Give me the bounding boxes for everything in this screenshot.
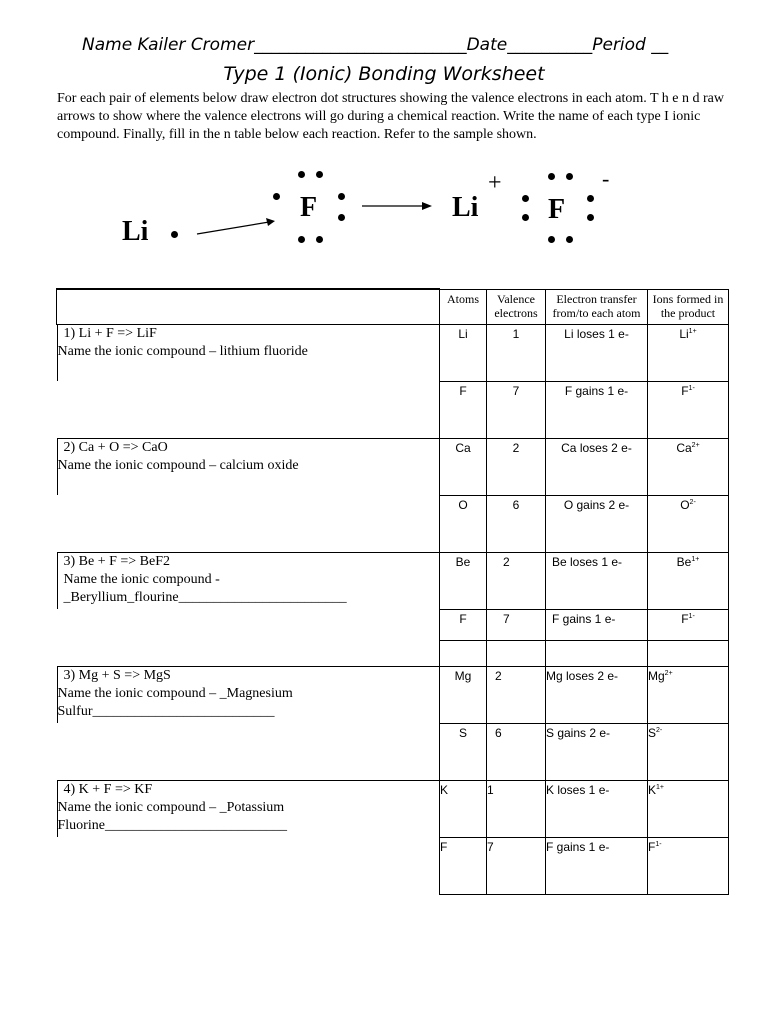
table-row [57, 780, 729, 837]
ion-cell [648, 837, 729, 894]
period-label: Period [592, 35, 646, 55]
valence-cell: 6 [487, 495, 546, 552]
reaction-text: 4) K + F => KF [63, 781, 153, 797]
valence-cell: 1 [487, 324, 546, 381]
ion-charge: 2+ [691, 441, 700, 449]
ion-cell [648, 723, 729, 780]
compound-name: Name the ionic compound – calcium oxide [57, 457, 299, 473]
table-row [57, 552, 729, 609]
compound-name-answer: _Beryllium_flourine________________________ [63, 589, 347, 605]
li-valence-dot [171, 231, 178, 238]
header-valence: Valence electrons [487, 289, 546, 324]
reaction-cell [57, 324, 440, 438]
fluoride-dot [548, 173, 555, 180]
transfer-cell: F gains 1 e- [546, 837, 648, 894]
arrow-li-to-f [195, 212, 280, 238]
date-blank: __________ [507, 35, 593, 55]
atom-cell: Ca [440, 438, 487, 495]
ion-charge: 1- [688, 384, 695, 392]
ion-symbol: F [648, 839, 656, 854]
ion-symbol: K [648, 782, 657, 797]
fluoride-dot [522, 195, 529, 202]
ion-charge: 1+ [691, 555, 700, 563]
f-dot [316, 171, 323, 178]
compound-name: Name the ionic compound – _Magnesium [57, 685, 293, 701]
li-ion-symbol: Li [452, 192, 479, 223]
name-blank: _________________________ [254, 35, 467, 55]
table-row [57, 666, 729, 723]
f-symbol: F [300, 192, 318, 223]
date-label: Date [466, 35, 508, 55]
reaction-cell [57, 552, 440, 666]
reaction-cell [57, 666, 440, 780]
compound-name-answer: Sulfur__________________________ [57, 703, 275, 719]
ion-cell [648, 381, 729, 438]
reaction-text: 3) Mg + S => MgS [63, 667, 171, 683]
header-ions: Ions formed in the product [648, 289, 729, 324]
header-atoms: Atoms [440, 289, 487, 324]
minus-charge: - [602, 166, 610, 191]
ion-charge: 1- [688, 612, 695, 620]
transfer-cell: O gains 2 e- [546, 495, 648, 552]
transfer-cell: F gains 1 e- [546, 609, 648, 666]
ion-charge: 1- [655, 840, 662, 848]
valence-cell: 2 [487, 438, 546, 495]
atom-cell: F [440, 837, 487, 894]
ion-charge: 2- [656, 726, 663, 734]
ion-symbol: Be [676, 554, 692, 569]
valence-cell: 7 [487, 837, 546, 894]
bonding-table [56, 288, 729, 895]
fluoride-dot [587, 195, 594, 202]
f-dot [316, 236, 323, 243]
blank-header-cell [57, 289, 440, 324]
header-transfer: Electron transfer from/to each atom [546, 289, 648, 324]
ion-symbol: Ca [676, 440, 692, 455]
atom-cell: O [440, 495, 487, 552]
fluoride-dot [566, 236, 573, 243]
f-dot [298, 236, 305, 243]
table-header-row [57, 289, 729, 324]
table-row [57, 438, 729, 495]
reaction-arrow [362, 199, 434, 213]
ion-charge: 1+ [688, 327, 697, 335]
fluoride-dot [566, 173, 573, 180]
worksheet-title: Type 1 (Ionic) Bonding Worksheet [223, 63, 545, 85]
valence-cell: 7 [487, 609, 546, 666]
transfer-cell: Be loses 1 e- [546, 552, 648, 609]
atom-cell: Mg [440, 666, 487, 723]
fluoride-dot [587, 214, 594, 221]
ion-cell [648, 666, 729, 723]
f-dot [298, 171, 305, 178]
transfer-cell: Mg loses 2 e- [546, 666, 648, 723]
ion-cell [648, 609, 729, 666]
ion-cell [648, 495, 729, 552]
atom-cell: F [440, 609, 487, 666]
valence-cell: 6 [487, 723, 546, 780]
plus-charge: + [488, 170, 502, 196]
compound-name: Name the ionic compound – _Potassium [57, 799, 285, 815]
valence-cell: 1 [487, 780, 546, 837]
li-left-symbol: Li [122, 216, 149, 247]
ion-cell [648, 552, 729, 609]
period-blank: __ [645, 35, 669, 55]
ion-symbol: Li [679, 326, 689, 341]
ion-symbol: Mg [648, 668, 665, 683]
ion-cell [648, 324, 729, 381]
ion-symbol: F [681, 383, 689, 398]
reaction-text: 3) Be + F => BeF2 [63, 553, 171, 569]
name-label: Name Kailer Cromer [82, 35, 255, 55]
instructions: For each pair of elements below draw electron dot structures showing the valence electrons in each atom. T h e n d raw arrows to show where the valence electrons will go during a chemical reaction. Write the name of each type I ionic compound. Finally, fill in the n table below each reaction. Refer to the sample shown. [57, 91, 724, 142]
header-line [82, 35, 668, 55]
valence-cell: 7 [487, 381, 546, 438]
reaction-text: 1) Li + F => LiF [63, 325, 157, 341]
ion-charge: 2+ [664, 669, 673, 677]
atom-cell: S [440, 723, 487, 780]
table-row [57, 324, 729, 381]
ion-charge: 1+ [656, 783, 664, 791]
reaction-cell [57, 780, 440, 894]
ion-charge: 2- [689, 498, 696, 506]
f-dot [338, 214, 345, 221]
ion-cell [648, 780, 729, 837]
f-dot [338, 193, 345, 200]
compound-name: Name the ionic compound - [63, 571, 220, 587]
transfer-cell: K loses 1 e- [546, 780, 648, 837]
fluoride-symbol: F [548, 194, 566, 225]
atom-cell: K [440, 780, 487, 837]
atom-cell: Be [440, 552, 487, 609]
transfer-cell: S gains 2 e- [546, 723, 648, 780]
transfer-cell: F gains 1 e- [546, 381, 648, 438]
reaction-text: 2) Ca + O => CaO [63, 439, 168, 455]
transfer-cell: Ca loses 2 e- [546, 438, 648, 495]
valence-cell: 2 [487, 666, 546, 723]
valence-cell: 2 [487, 552, 546, 609]
compound-name-answer: Fluorine__________________________ [57, 817, 287, 833]
fluoride-dot [522, 214, 529, 221]
reaction-cell [57, 438, 440, 552]
atom-cell: Li [440, 324, 487, 381]
f-dot [273, 193, 280, 200]
ion-symbol: S [648, 725, 657, 740]
fluoride-dot [548, 236, 555, 243]
atom-cell: F [440, 381, 487, 438]
transfer-cell: Li loses 1 e- [546, 324, 648, 381]
compound-name: Name the ionic compound – lithium fluoride [57, 343, 308, 359]
ion-symbol: O [680, 497, 690, 512]
ion-cell [648, 438, 729, 495]
ion-symbol: F [681, 611, 689, 626]
